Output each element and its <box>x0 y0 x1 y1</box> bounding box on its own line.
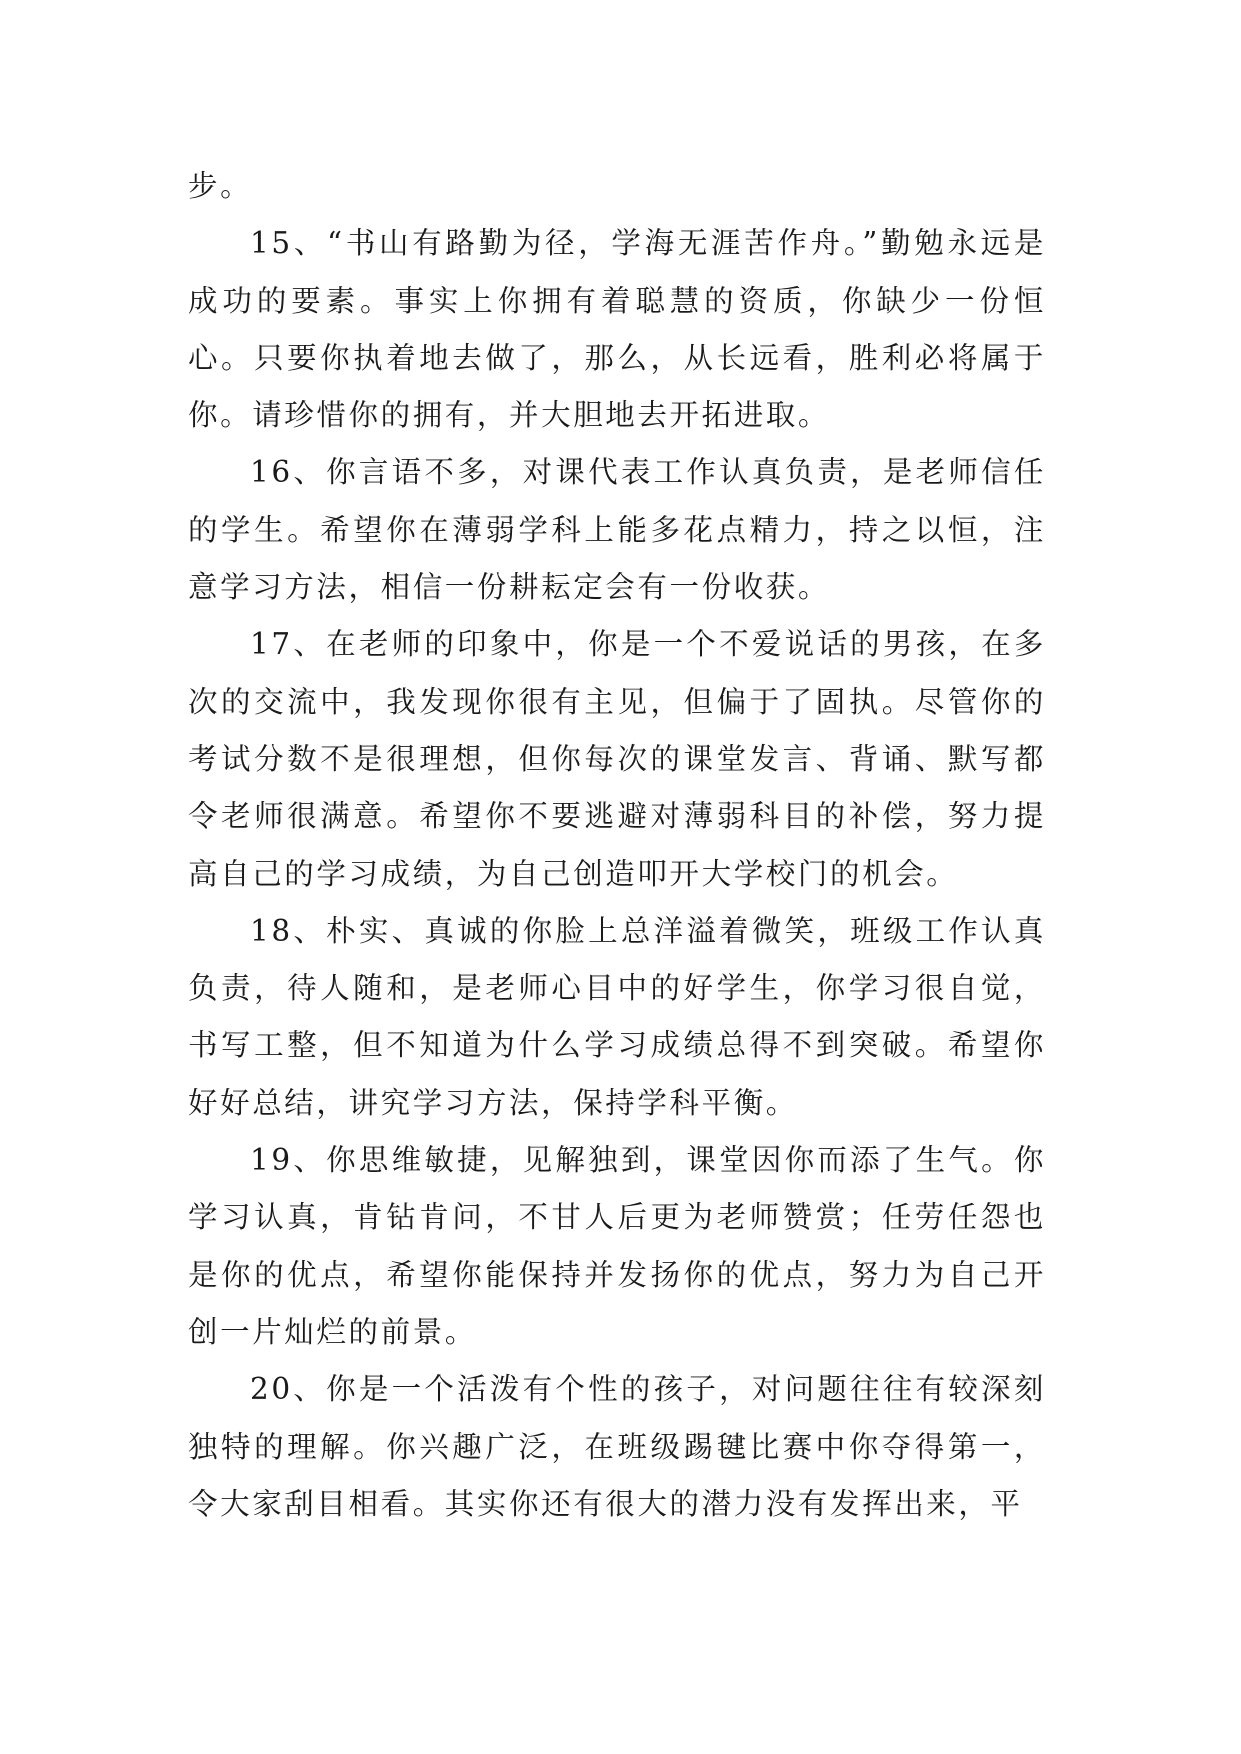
paragraph-19: 19、你思维敏捷，见解独到，课堂因你而添了生气。你学习认真，肯钻肯问，不甘人后更为老师赞赏；任劳任怨也是你的优点，希望你能保持并发扬你的优点，努力为自己开创一片灿烂的前景。 <box>188 1143 1046 1349</box>
paragraph-20: 20、你是一个活泼有个性的孩子，对问题往往有较深刻独特的理解。你兴趣广泛，在班级踢毽比赛中你夺得第一，令大家刮目相看。其实你还有很大的潜力没有发挥出来，平 <box>188 1372 1046 1521</box>
document-body <box>188 158 1046 1533</box>
paragraph-14-continuation: 步。 <box>188 169 253 203</box>
paragraph-17: 17、在老师的印象中，你是一个不爱说话的男孩，在多次的交流中，我发现你很有主见，但偏于了固执。尽管你的考试分数不是很理想，但你每次的课堂发言、背诵、默写都令老师很满意。希望你不要逃避对薄弱科目的补偿，努力提高自己的学习成绩，为自己创造叩开大学校门的机会。 <box>188 627 1046 891</box>
paragraph-18: 18、朴实、真诚的你脸上总洋溢着微笑，班级工作认真负责，待人随和，是老师心目中的好学生，你学习很自觉，书写工整，但不知道为什么学习成绩总得不到突破。希望你好好总结，讲究学习方法，保持学科平衡。 <box>188 913 1046 1120</box>
paragraph-16: 16、你言语不多，对课代表工作认真负责，是老师信任的学生。希望你在薄弱学科上能多花点精力，持之以恒，注意学习方法，相信一份耕耘定会有一份收获。 <box>188 455 1046 605</box>
paragraph-15: 15、“书山有路勤为径，学海无涯苦作舟。”勤勉永远是成功的要素。事实上你拥有着聪慧的资质，你缺少一份恒心。只要你执着地去做了，那么，从长远看，胜利必将属于你。请珍惜你的拥有，并大胆地去开拓进取。 <box>188 226 1046 433</box>
